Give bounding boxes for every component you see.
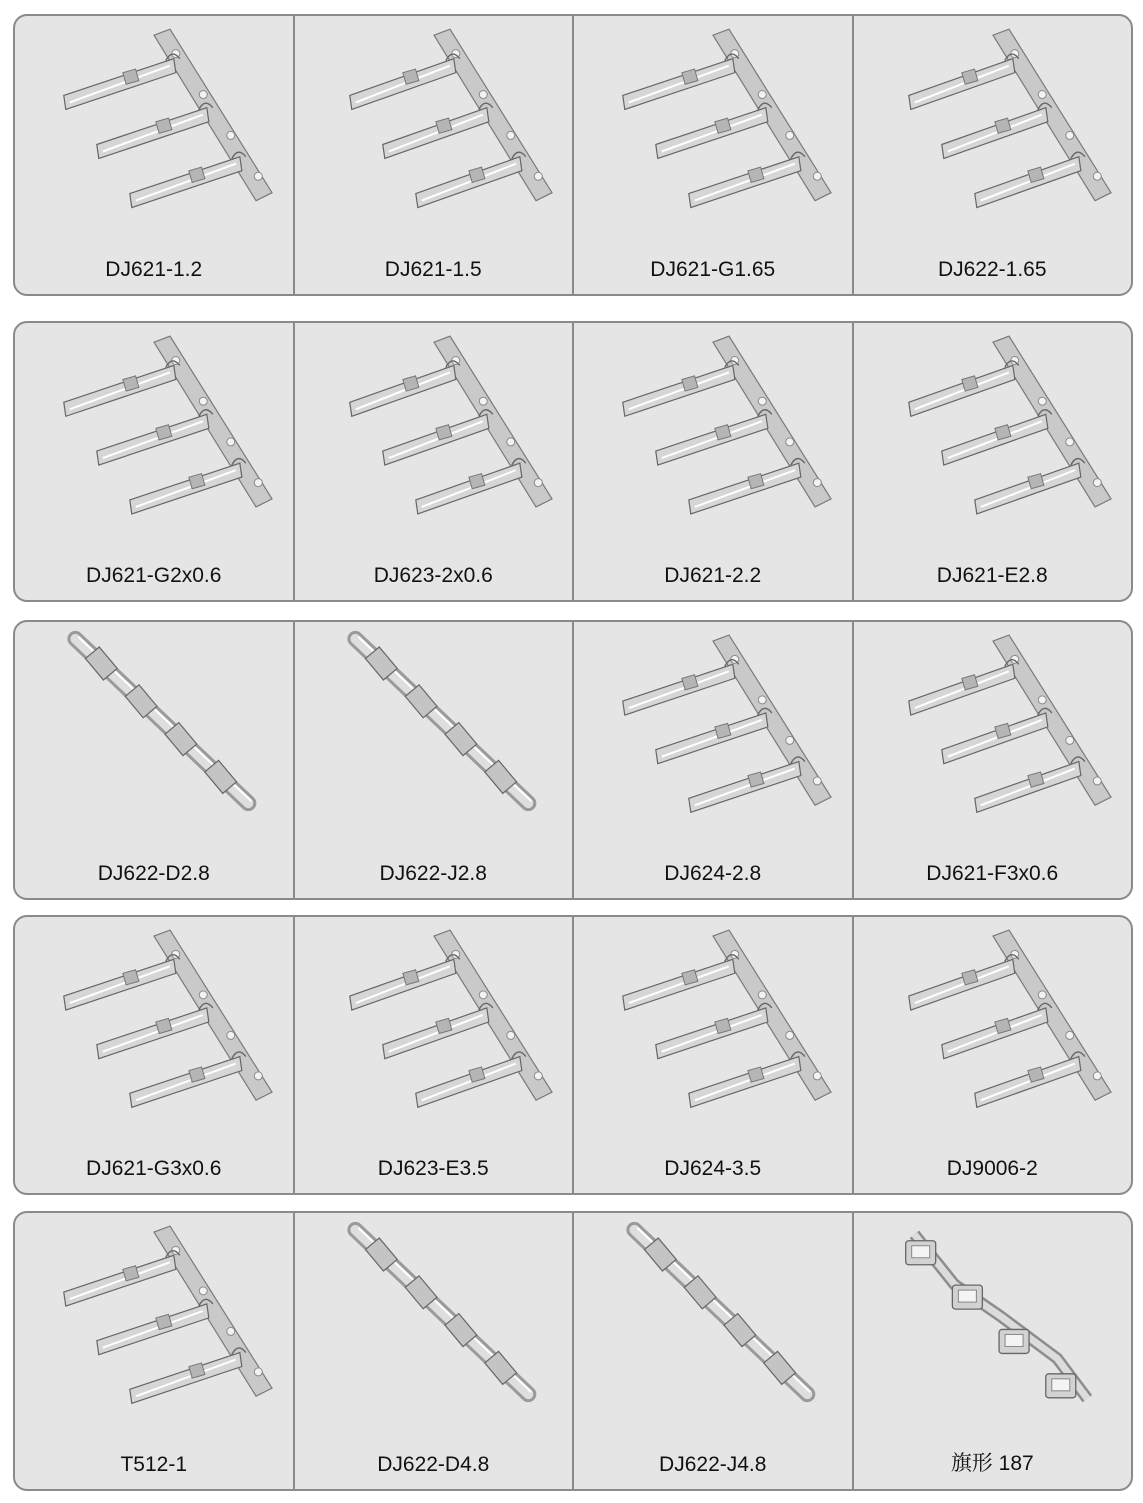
catalog-row-4 (13, 915, 1133, 1195)
product-image (23, 925, 285, 1147)
terminal-contact (130, 1052, 246, 1107)
terminal-contact (974, 757, 1084, 812)
product-code-label: DJ622-J2.8 (379, 862, 487, 885)
product-cell (15, 622, 295, 898)
terminal-contact (130, 152, 246, 207)
product-cell (574, 917, 854, 1193)
product-cell (295, 917, 575, 1193)
terminal-chain-illustration (355, 1228, 531, 1394)
product-cell (854, 622, 1132, 898)
product-image (23, 24, 285, 248)
terminal-strip-illustration (623, 930, 831, 1107)
product-code-label: DJ621-G1.65 (650, 258, 776, 281)
terminal-strip-illustration (64, 29, 272, 207)
product-image (303, 1221, 565, 1443)
terminal-contact (908, 955, 1018, 1010)
product-cell (574, 323, 854, 600)
terminal-contact (64, 361, 180, 416)
product-cell (854, 1213, 1132, 1489)
product-image (23, 1221, 285, 1443)
terminal-contact (382, 410, 492, 465)
terminal-contact (689, 459, 805, 514)
product-code-label: DJ622-1.65 (937, 258, 1047, 281)
terminal-strip-illustration (908, 930, 1110, 1107)
terminal-contact (349, 955, 459, 1010)
product-cell (574, 622, 854, 898)
product-code-label: DJ623-2x0.6 (373, 564, 493, 587)
product-cell (295, 16, 575, 294)
product-image (582, 24, 844, 248)
terminal-strip-illustration (623, 635, 831, 812)
catalog-row-3 (13, 620, 1133, 900)
product-image (303, 925, 565, 1147)
terminal-strip-illustration (349, 29, 551, 207)
product-image (23, 331, 285, 554)
terminal-strip-illustration (349, 336, 551, 514)
terminal-strip-illustration (349, 930, 551, 1107)
product-code-label: DJ622-D4.8 (377, 1453, 490, 1476)
terminal-contact (623, 54, 739, 109)
terminal-contact (415, 1052, 525, 1107)
product-image (862, 630, 1124, 852)
terminal-contact (656, 708, 772, 763)
terminal-contact (908, 361, 1018, 416)
flag-terminal-illustration (905, 1234, 1087, 1398)
product-code-label: DJ621-E2.8 (936, 564, 1048, 587)
product-image (303, 630, 565, 852)
terminal-contact (130, 1348, 246, 1403)
product-code-label: DJ621-2.2 (664, 564, 762, 587)
terminal-contact (64, 54, 180, 109)
terminal-strip-illustration (64, 930, 272, 1107)
terminal-contact (130, 459, 246, 514)
product-cell (295, 323, 575, 600)
product-image (582, 630, 844, 852)
product-code-label: DJ9006-2 (946, 1157, 1038, 1180)
terminal-strip-illustration (908, 635, 1110, 812)
catalog-row-1 (13, 14, 1133, 296)
product-cell (854, 917, 1132, 1193)
product-cell (574, 16, 854, 294)
terminal-chain-illustration (634, 1228, 810, 1394)
product-cell (854, 16, 1132, 294)
product-cell (295, 622, 575, 898)
terminal-strip-illustration (908, 336, 1110, 514)
terminal-contact (415, 152, 525, 207)
terminal-contact (689, 1052, 805, 1107)
terminal-contact (623, 660, 739, 715)
product-image (582, 1221, 844, 1443)
terminal-chain-illustration (75, 637, 251, 803)
terminal-contact (689, 757, 805, 812)
terminal-contact (97, 410, 213, 465)
terminal-contact (941, 410, 1051, 465)
catalog-row-2 (13, 321, 1133, 602)
terminal-contact (349, 54, 459, 109)
terminal-contact (656, 1003, 772, 1058)
terminal-strip-illustration (64, 1226, 272, 1403)
catalog-row-5 (13, 1211, 1133, 1491)
product-code-label: DJ621-F3x0.6 (926, 862, 1059, 885)
product-image (582, 925, 844, 1147)
terminal-contact (623, 361, 739, 416)
terminal-contact (974, 1052, 1084, 1107)
terminal-contact (941, 708, 1051, 763)
product-cell (15, 323, 295, 600)
product-image (303, 331, 565, 554)
product-cell (854, 323, 1132, 600)
product-code-label: 旗形 187 (950, 1452, 1034, 1475)
product-image (303, 24, 565, 248)
product-code-label: T512-1 (120, 1453, 188, 1476)
product-image (862, 24, 1124, 248)
product-code-label: DJ621-1.5 (384, 258, 482, 281)
product-code-label: DJ622-J4.8 (659, 1453, 767, 1476)
product-cell (15, 917, 295, 1193)
terminal-contact (908, 660, 1018, 715)
terminal-contact (656, 410, 772, 465)
terminal-contact (349, 361, 459, 416)
product-code-label: DJ621-G2x0.6 (86, 564, 222, 587)
product-cell (574, 1213, 854, 1489)
terminal-strip-illustration (623, 29, 831, 207)
product-code-label: DJ624-2.8 (664, 862, 762, 885)
terminal-contact (941, 1003, 1051, 1058)
product-cell (15, 1213, 295, 1489)
terminal-contact (623, 955, 739, 1010)
product-code-label: DJ624-3.5 (664, 1157, 762, 1180)
terminal-contact (941, 103, 1051, 158)
terminal-contact (974, 152, 1084, 207)
terminal-contact (908, 54, 1018, 109)
terminal-contact (382, 1003, 492, 1058)
product-image (582, 331, 844, 554)
terminal-contact (974, 459, 1084, 514)
terminal-contact (64, 1251, 180, 1306)
terminal-contact (415, 459, 525, 514)
terminal-chain-illustration (355, 637, 531, 803)
terminal-contact (689, 152, 805, 207)
product-code-label: DJ621-1.2 (105, 258, 203, 281)
product-cell (295, 1213, 575, 1489)
terminal-contact (97, 103, 213, 158)
terminal-strip-illustration (908, 29, 1110, 207)
product-image (23, 630, 285, 852)
product-image (862, 1221, 1124, 1443)
terminal-contact (382, 103, 492, 158)
product-code-label: DJ623-E3.5 (377, 1157, 489, 1180)
product-cell (15, 16, 295, 294)
product-code-label: DJ622-D2.8 (97, 862, 210, 885)
product-image (862, 331, 1124, 554)
product-image (862, 925, 1124, 1147)
terminal-contact (97, 1299, 213, 1354)
terminal-contact (97, 1003, 213, 1058)
terminal-strip-illustration (64, 336, 272, 514)
terminal-contact (656, 103, 772, 158)
product-code-label: DJ621-G3x0.6 (86, 1157, 222, 1180)
terminal-contact (64, 955, 180, 1010)
terminal-strip-illustration (623, 336, 831, 514)
